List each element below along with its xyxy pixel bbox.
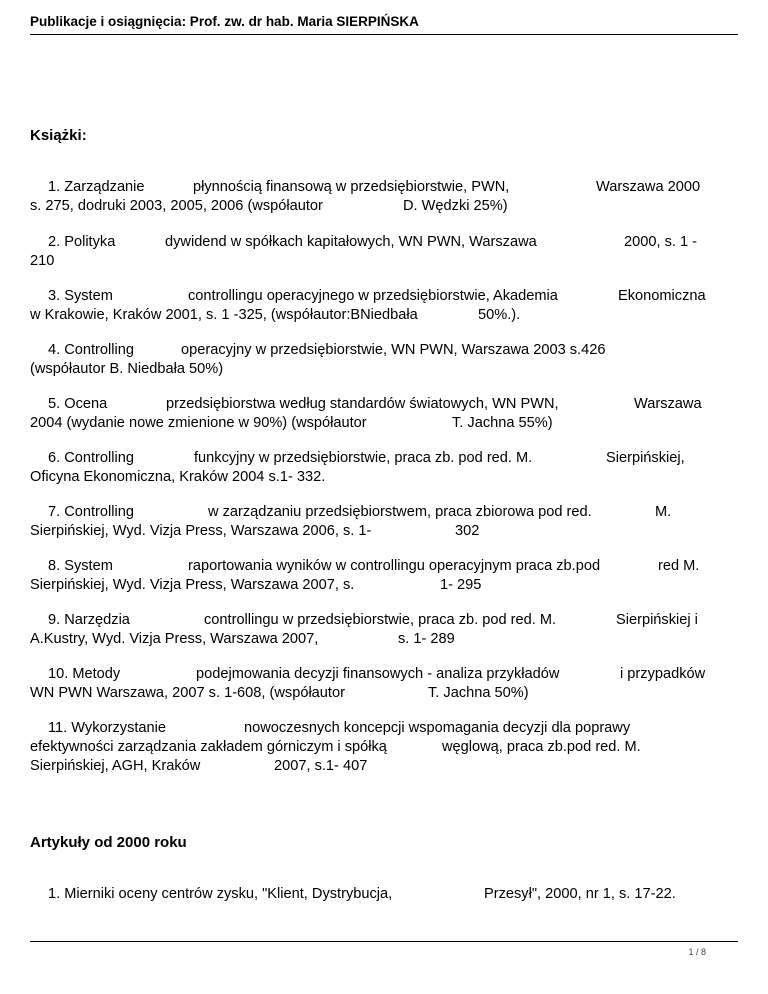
entry-text: (współautor B. Niedbała 50%): [30, 361, 224, 377]
entry-text: s. 275, dodruki 2003, 2005, 2006 (współautor: [30, 198, 323, 214]
entry-text: Sierpińskiej, Wyd. Vizja Press, Warszawa 2007, s.: [30, 577, 355, 593]
book-entry-6: [30, 449, 710, 487]
entry-text: operacyjny w przedsiębiorstwie, WN PWN, Warszawa 2003 s.426: [181, 342, 606, 358]
header-divider: [30, 34, 738, 35]
entry-text: płynnością finansową w przedsiębiorstwie, PWN,: [193, 179, 510, 195]
entry-text: Sierpińskiej,: [606, 450, 685, 466]
article-entry-1: [30, 885, 710, 904]
entry-text: 11. Wykorzystanie: [48, 720, 167, 736]
entry-text: 302: [455, 523, 480, 539]
entry-text: Warszawa: [634, 396, 702, 412]
book-entry-5: [30, 395, 710, 433]
entry-text: M.: [655, 504, 672, 520]
entry-text: red M.: [658, 558, 700, 574]
entry-text: 50%.).: [478, 307, 521, 323]
entry-text: 4. Controlling: [48, 342, 134, 358]
book-entry-9: [30, 611, 710, 649]
entry-text: funkcyjny w przedsiębiorstwie, praca zb. pod red. M.: [194, 450, 533, 466]
entry-text: Oficyna Ekonomiczna, Kraków 2004 s.1- 332.: [30, 469, 326, 485]
entry-text: WN PWN Warszawa, 2007 s. 1-608, (współautor: [30, 685, 345, 701]
book-entry-4: [30, 341, 710, 379]
entry-text: 10. Metody: [48, 666, 121, 682]
entry-text: s. 1- 289: [398, 631, 455, 647]
entry-text: 2007, s.1- 407: [274, 758, 368, 774]
entry-text: 6. Controlling: [48, 450, 134, 466]
entry-text: raportowania wyników w controllingu operacyjnym praca zb.pod: [188, 558, 601, 574]
entry-text: 9. Narzędzia: [48, 612, 130, 628]
book-entry-7: [30, 503, 710, 541]
entry-text: controllingu w przedsiębiorstwie, praca zb. pod red. M.: [204, 612, 557, 628]
entry-text: w Krakowie, Kraków 2001, s. 1 -325, (współautor:BNiedbała: [30, 307, 418, 323]
entry-text: efektywności zarządzania zakładem górniczym i spółką: [30, 739, 387, 755]
entry-text: Warszawa 2000: [596, 179, 701, 195]
entry-text: przedsiębiorstwa według standardów światowych, WN PWN,: [166, 396, 559, 412]
entry-text: 1. Mierniki oceny centrów zysku, "Klient, Dystrybucja,: [48, 886, 393, 902]
articles-section-title: Artykuły od 2000 roku: [30, 834, 187, 851]
entry-text: Sierpińskiej, AGH, Kraków: [30, 758, 201, 774]
book-entry-11: [30, 719, 710, 776]
entry-text: 2004 (wydanie nowe zmienione w 90%) (współautor: [30, 415, 367, 431]
entry-text: 2. Polityka: [48, 234, 116, 250]
entry-text: 8. System: [48, 558, 113, 574]
entry-text: podejmowania decyzji finansowych - analiza przykładów: [196, 666, 560, 682]
entry-text: T. Jachna 50%): [428, 685, 529, 701]
entry-text: A.Kustry, Wyd. Vizja Press, Warszawa 2007,: [30, 631, 319, 647]
entry-text: D. Wędzki 25%): [403, 198, 508, 214]
entry-text: Sierpińskiej i: [616, 612, 698, 628]
entry-text: 1- 295: [440, 577, 482, 593]
entry-text: 2000, s. 1 -: [624, 234, 698, 250]
footer-divider: [30, 941, 738, 942]
entry-text: nowoczesnych koncepcji wspomagania decyzji dla poprawy: [244, 720, 631, 736]
entry-text: 1. Zarządzanie: [48, 179, 145, 195]
entry-text: dywidend w spółkach kapitałowych, WN PWN, Warszawa: [165, 234, 537, 250]
entry-text: 7. Controlling: [48, 504, 134, 520]
entry-text: w zarządzaniu przedsiębiorstwem, praca zbiorowa pod red.: [208, 504, 592, 520]
entry-text: 5. Ocena: [48, 396, 108, 412]
entry-text: controllingu operacyjnego w przedsiębiorstwie, Akademia: [188, 288, 558, 304]
books-section-title: Książki:: [30, 127, 87, 144]
entry-text: Przesył", 2000, nr 1, s. 17-22.: [484, 886, 676, 902]
entry-text: 210: [30, 253, 55, 269]
entry-text: T. Jachna 55%): [452, 415, 553, 431]
book-entry-3: [30, 287, 710, 325]
entry-text: Sierpińskiej, Wyd. Vizja Press, Warszawa 2006, s. 1-: [30, 523, 372, 539]
book-entry-10: [30, 665, 710, 703]
entry-text: Ekonomiczna: [618, 288, 706, 304]
entry-text: 3. System: [48, 288, 113, 304]
entry-text: i przypadków: [620, 666, 706, 682]
book-entry-8: [30, 557, 710, 595]
book-entry-1: [30, 178, 710, 216]
entry-text: węglową, praca zb.pod red. M.: [442, 739, 641, 755]
book-entry-2: [30, 233, 710, 271]
page-header-title: Publikacje i osiągnięcia: Prof. zw. dr hab. Maria SIERPIŃSKA: [30, 14, 419, 29]
page-number: 1 / 8: [688, 947, 706, 957]
